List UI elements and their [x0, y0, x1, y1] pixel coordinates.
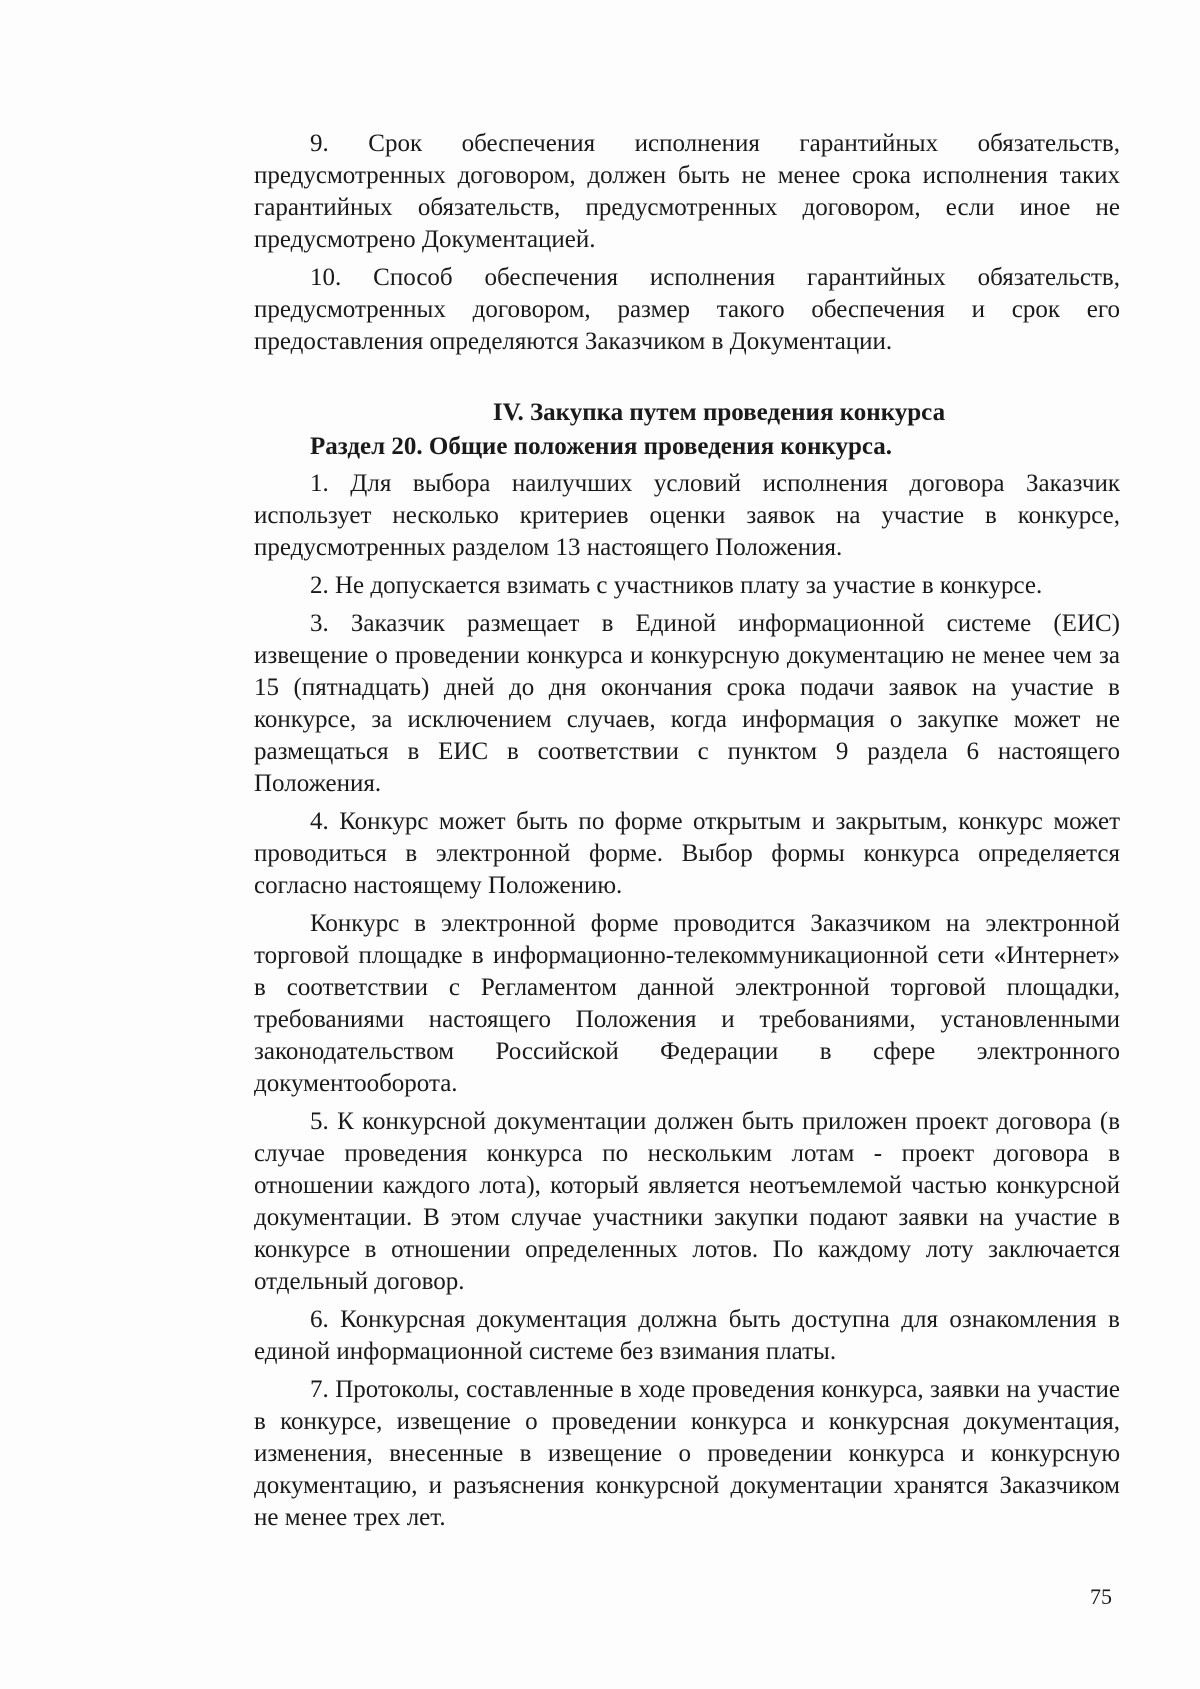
paragraph-clause-7: 7. Протоколы, составленные в ходе проведения конкурса, заявки на участие в конкурсе, извещение о проведении конкурса и конкурсная документация, изменения, внесенные в извещение о проведении конкурса и конкурсную документацию, и разъяснения конкурсной документации хранятся Заказчиком не менее трех лет. [254, 1376, 1120, 1531]
paragraph-clause-5: 5. К конкурсной документации должен быть приложен проект договора (в случае проведения конкурса по нескольким лотам - проект договора в отношении каждого лота), который является неотъемлемой частью конкурсной документации. В этом случае участники закупки подают заявки на участие в конкурсе в отношении определенных лотов. По каждому лоту заключается отдельный договор. [254, 1108, 1120, 1295]
page-content [254, 128, 1120, 1540]
paragraph-electronic-form: Конкурс в электронной форме проводится Заказчиком на электронной торговой площадке в информационно-телекоммуникационной сети «Интернет» в соответствии с Регламентом данной электронной торговой площадки, требованиями настоящего Положения и требованиями, установленными законодательством Российской Федерации в сфере электронного документооборота. [254, 910, 1120, 1097]
part-heading: IV. Закупка путем проведения конкурса [492, 399, 946, 426]
paragraph-clause-6: 6. Конкурсная документация должна быть доступна для ознакомления в единой информационной системе без взимания платы. [254, 1306, 1120, 1365]
page-number: 75 [1090, 1584, 1112, 1609]
paragraph-clause-3: 3. Заказчик размещает в Единой информационной системе (ЕИС) извещение о проведении конкурса и конкурсную документацию не менее чем за 15 (пятнадцать) дней до дня окончания срока подачи заявок на участие в конкурсе, за исключением случаев, когда информация о закупке может не размещаться в ЕИС в соответствии с пунктом 9 раздела 6 настоящего Положения. [254, 610, 1120, 797]
paragraph-clause-2: 2. Не допускается взимать с участников плату за участие в конкурсе. [310, 572, 1043, 599]
paragraph-clause-4: 4. Конкурс может быть по форме открытым и закрытым, конкурс может проводиться в электронной форме. Выбор формы конкурса определяется согласно настоящему Положению. [254, 808, 1120, 899]
paragraph-item-10: 10. Способ обеспечения исполнения гарантийных обязательств, предусмотренных договором, размер такого обеспечения и срок его предоставления определяются Заказчиком в Документации. [254, 264, 1120, 355]
paragraph-item-9: 9. Срок обеспечения исполнения гарантийных обязательств, предусмотренных договором, должен быть не менее срока исполнения таких гарантийных обязательств, предусмотренных договором, если иное не предусмотрено Документацией. [254, 130, 1120, 253]
section-heading: Раздел 20. Общие положения проведения конкурса. [310, 433, 893, 460]
paragraph-clause-1: 1. Для выбора наилучших условий исполнения договора Заказчик использует несколько критериев оценки заявок на участие в конкурсе, предусмотренных разделом 13 настоящего Положения. [254, 470, 1120, 561]
